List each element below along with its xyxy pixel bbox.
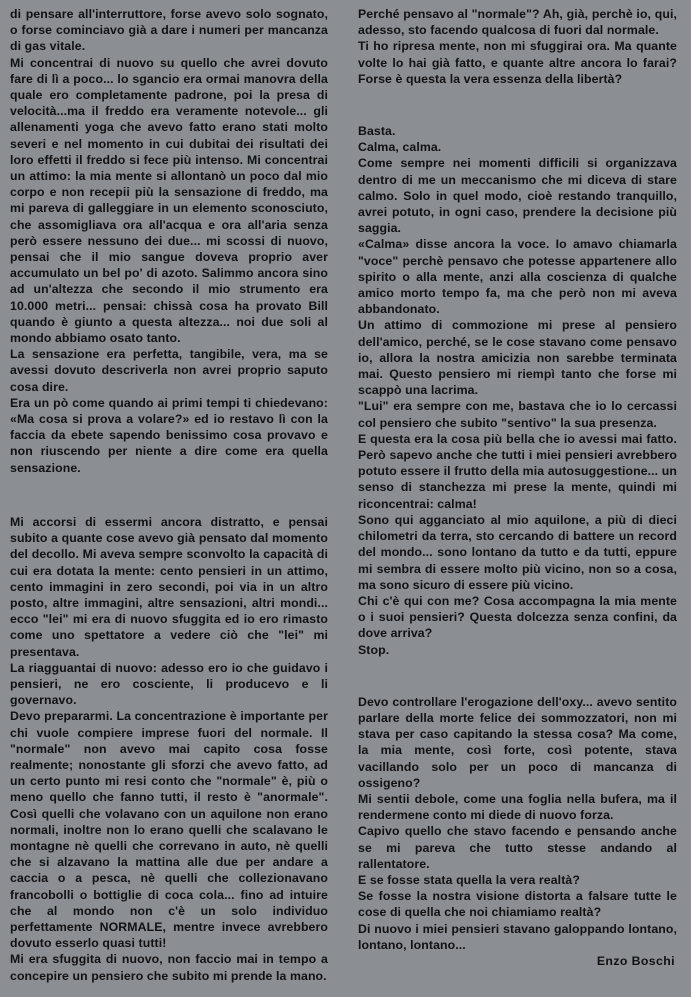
paragraph: Devo controllare l'erogazione dell'oxy... avevo sentito parlare della morte felice dei sommozzatori, non mi stava per caso capitando la stessa cosa? Ma come, la mia mente, così forte, così potente, stava vacillando solo per un poco di mancanza di ossigeno? — [358, 694, 677, 790]
column-gutter — [341, 0, 342, 997]
paragraph: Di nuovo i miei pensieri stavano galoppando lontano, lontano, lontano... — [358, 921, 677, 952]
paragraph: Basta. — [358, 124, 396, 139]
paragraph: Perché pensavo al "normale"? Ah, già, perchè io, qui, adesso, sto facendo qualcosa di fuori dal normale. — [358, 7, 677, 38]
paragraph: Ti ho ripresa mente, non mi sfuggirai ora. Ma quante volte lo hai già fatto, e quante altre ancora lo farai? Forse è questa la vera essenza della libertà? — [358, 39, 677, 86]
paragraph: Se fosse la nostra visione distorta a falsare tutte le cose di quella che noi chiamiamo realtà? — [358, 889, 677, 920]
paragraph: «Calma» disse ancora la voce. Io amavo chiamarla "voce" perchè pensavo che potesse appartenere allo spirito o alla mente, anzi alla coscienza di qualche amico morto tempo fa, ma che però non mi aveva abbandonato. — [358, 237, 677, 317]
paragraph: Mi accorsi di essermi ancora distratto, e pensai subito a quante cose avevo già pensato dal momento del decollo. Mi aveva sempre sconvolto la capacità di cui era dotata la mente: cento pensieri in un attimo, cento immagini in zero secondi, poi via in un altro posto, altre immagini, altre sensazioni, altri mondi... ecco "lei" mi era di nuovo sfuggita ed io ero rimasto come uno spettatore a vedere ciò che "lei" mi presentava. — [10, 514, 328, 659]
paragraph: Mi concentrai di nuovo su quello che avrei dovuto fare di lì a poco... lo sgancio era ormai manovra della quale ero completamente padrone, poi la presa di velocità...ma il freddo era veramente notevole... gli allenamenti yoga che avevo fatto erano stati molto severi e nel momento in cui dubitai dei risultati dei loro effetti il freddo si fece più intenso. Mi concentrai un attimo: la mia mente si allontanò un poco dal mio corpo e non recepii più la sensazione di freddo, ma mi pareva di galleggiare in un elemento sconosciuto, che assomigliava ora all'acqua e ora all'aria senza però essere nessuno dei due... mi scossi di nuovo, pensai che il mio sangue doveva proprio aver accumulato un bel po' di azoto. Salimmo ancora sino ad un'altezza che secondo il mio strumento era 10.000 metri... pensai: chissà cosa ha provato Bill quando è giunto a questa altezza... noi due soli al mondo abbiamo osato tanto. — [10, 55, 328, 346]
paragraph: Chi c'è qui con me? Cosa accompagna la mia mente o i suoi pensieri? Questa dolcezza senza confini, da dove arriva? — [358, 593, 677, 641]
paragraph: Era un pò come quando ai primi tempi ti chiedevano: «Ma cosa si prova a volare?» ed io restavo lì con la faccia da ebete sapendo benissimo cosa provavo e non riuscendo per niente a dire come era quella sensazione. — [10, 395, 328, 475]
author-signature: Enzo Boschi — [596, 953, 675, 968]
paragraph: Mi era sfuggita di nuovo, non faccio mai in tempo a concepire un pensiero che subito mi prende la mano. — [10, 952, 328, 983]
right-column — [358, 6, 677, 969]
left-column — [10, 6, 328, 984]
paragraph: E questa era la cosa più bella che io avessi mai fatto. Però sapevo anche che tutti i miei pensieri avrebbero potuto essere il frutto della mia autosuggestione... un senso di stanchezza mi prese la mente, quindi mi riconcentrai: calma! — [358, 431, 677, 511]
paragraph: Sono qui agganciato al mio aquilone, a più di dieci chilometri da terra, sto cercando di battere un record del mondo... sono lontano da tutto e da tutti, eppure mi sembra di essere molto più vicino, non so a cosa, ma sono sicuro di essere più vicino. — [358, 512, 677, 592]
paragraph: Capivo quello che stavo facendo e pensando anche se mi pareva che tutto stesse andando al rallentatore. — [358, 824, 677, 871]
paragraph: Come sempre nei momenti difficili si organizzava dentro di me un meccanismo che mi diceva di stare calmo. Solo in quel modo, cioè restando tranquillo, avrei potuto, in ogni caso, prendere la decisione più saggia. — [358, 156, 677, 236]
section-break — [358, 658, 677, 694]
paragraph: di pensare all'interruttore, forse avevo solo sognato, o forse cominciavo già a dare i numeri per mancanza di gas vitale. — [10, 7, 328, 54]
paragraph: La riagguantai di nuovo: adesso ero io che guidavo i pensieri, ne ero cosciente, li producevo e li governavo. — [10, 660, 328, 708]
paragraph: Stop. — [358, 642, 390, 657]
paragraph: La sensazione era perfetta, tangibile, vera, ma se avessi dovuto descriverla non avrei proprio saputo cosa dire. — [10, 347, 328, 394]
paragraph: Calma, calma. — [358, 140, 442, 155]
paragraph: Mi sentii debole, come una foglia nella bufera, ma il rendermene conto mi diede di nuovo forza. — [358, 791, 677, 823]
paragraph: Devo prepararmi. La concentrazione è importante per chi vuole compiere imprese fuori del normale. Il "normale" non avevo mai capito cosa fosse realmente; nonostante gli sforzi che avevo fatto, ad un certo punto mi resi conto che "normale" è, più o meno quello che fanno tutti, il resto è "anormale". Così quelli che volavano con un aquilone non erano normali, inoltre non lo erano quelli che scalavano le montagne nè quelli che correvano in auto, nè quelli che si alzavano la mattina alle due per andare a caccia o a pesca, nè quelli che collezionavano francobolli o bottiglie di coca cola... fino ad intuire che al mondo non c'è un solo individuo perfettamente NORMALE, mentre invece avrebbero dovuto esserlo quasi tutti! — [10, 709, 328, 951]
paragraph: E se fosse stata quella la vera realtà? — [358, 872, 580, 887]
paragraph: "Lui" era sempre con me, bastava che io lo cercassi col pensiero che subito "sentivo" la sua presenza. — [358, 399, 677, 430]
paragraph: Un attimo di commozione mi prese al pensiero dell'amico, perché, se le cose stavano come pensavo io, allora la nostra amicizia non sarebbe terminata mai. Questo pensiero mi riempì tanto che forse mi scappò una lacrima. — [358, 318, 677, 398]
section-break — [358, 87, 677, 123]
section-break — [10, 476, 328, 514]
